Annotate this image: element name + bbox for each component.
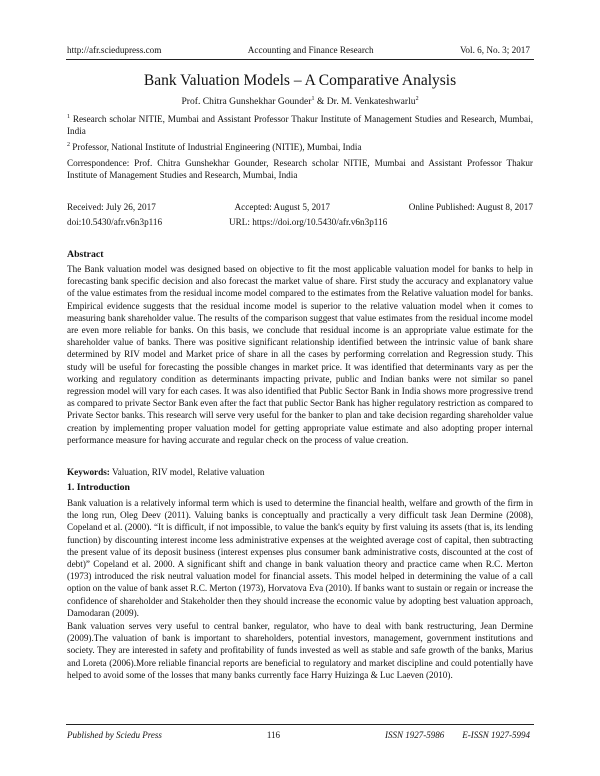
keywords [67, 467, 264, 477]
author-1: Prof. Chitra Gunshekhar Gounder [181, 96, 312, 107]
page-number: 116 [266, 730, 281, 740]
journal-name: Accounting and Finance Research [247, 45, 374, 55]
volume-info: Vol. 6, No. 3; 2017 [459, 45, 530, 55]
author-2-sup: 2 [415, 95, 419, 102]
affiliation-2 [67, 141, 533, 153]
introduction-heading: 1. Introduction [67, 482, 130, 493]
published-date: Online Published: August 8, 2017 [408, 202, 533, 212]
journal-url[interactable]: http://afr.sciedupress.com [67, 45, 162, 55]
affiliation-2-sup: 2 [67, 141, 70, 148]
affiliation-1 [67, 113, 533, 137]
doi[interactable]: doi:10.5430/afr.v6n3p116 [67, 217, 163, 227]
footer-issn [385, 730, 530, 740]
abstract-text: The Bank valuation model was designed based on objective to fit the most applicable valuation model for banks to help in forecasting bank specific decision and also forecast the market value of share. First study the accuracy and explanatory value of the value estimates from the residual income model compared to the estimates from the Relative valuation model for banks. Empirical evidence suggests that the residual income model is superior to the relative valuation model when it comes to measuring bank shareholder value. The results of the comparison suggest that value estimates from the residual income model are even more reliable for banks. On this basis, we conclude that residual income is an appropriate value estimate for the shareholder value of banks. There was positive significant relationship identified between the intrinsic value of bank share determined by RIV model and Market price of share in all the cases by performing correlation and Regression study. This study will be useful for forecasting the possible changes in market price. It was identified that determinants vary as per the working and regulatory condition as determinants impacting private, public and Indian banks were not similar so panel regression model will vary for each cases. It was also identified that Public Sector Bank in India shows more progressive trend as compared to private Sector Bank even after the fact that public Sector Bank has higher regulatory restriction as compared to Private Sector banks. This research will serve very useful for the banker to plan and take decision regarding shareholder value creation by implementing proper valuation model for getting appropriate value estimate and also adopting proper internal performance measure for having accurate and regular check on the process of value creation. [67, 264, 533, 445]
doi-row [67, 217, 533, 227]
accepted-date: Accepted: August 5, 2017 [234, 202, 330, 212]
running-header [67, 45, 530, 59]
introduction-paragraph-1: Bank valuation is a relatively informal term which is used to determine the financial health, welfare and growth of the firm in the long run, Oleg Deev (2011). Valuing banks is conceptually and practically a very difficult task Jean Dermine (2008), Copeland et al. (2000). “It is difficult, if not impossible, to value the bank's equity by first valuing its assets (that is, its lending function) by discounting interest income less administrative expenses at the weighted average cost of capital, then subtracting the present value of its deposit business (interest expenses plus consumer bank administrative costs, discounted at the cost of debt)” Copeland et al. 2000. A significant shift and change in bank valuation theory and practice came when R.C. Merton (1973) introduced the risk neutral valuation model for financial assets. This model helped in determining the value of a call option on the value of bank asset R.C. Merton (1973), Horvatova Eva (2010). If banks want to sustain or regain or increase the confidence of shareholder and Stakeholder then they should increase the economic value by adopting best valuation approach, Damodaran (2009). [67, 498, 533, 618]
keywords-label: Keywords: [67, 467, 110, 477]
page-footer [67, 730, 530, 740]
affiliation-2-text: Professor, National Institute of Industrial Engineering (NITIE), Mumbai, India [72, 142, 362, 152]
dates-row [67, 202, 533, 212]
issn: ISSN 1927-5986 [384, 730, 445, 740]
header-rule [66, 59, 534, 60]
keywords-text: Valuation, RIV model, Relative valuation [109, 467, 265, 477]
eissn: E-ISSN 1927-5994 [462, 730, 530, 740]
author-separator: & [314, 96, 327, 107]
affiliation-1-sup: 1 [67, 113, 70, 120]
received-date: Received: July 26, 2017 [67, 202, 156, 212]
footer-rule [66, 724, 534, 725]
doi-url[interactable]: URL: https://doi.org/10.5430/afr.v6n3p116 [229, 217, 388, 227]
introduction-paragraph-2: Bank valuation serves very useful to central banker, regulator, who have to deal with bank restructuring, Jean Dermine (2009).The valuation of bank is important to shareholders, potential investors, management, government institutions and society. They are interested in safety and profitability of funds invested as well as stable and safe growth of the banks, Marius and Loreta (2006).More reliable financial reports are beneficial to regulatory and market discipline and could potentially have helped to avoid some of the losses that many banks currently face Harry Huizinga & Luc Laeven (2010). [67, 621, 533, 680]
abstract-heading: Abstract [67, 249, 104, 260]
affiliation-1-text: Research scholar NITIE, Mumbai and Assistant Professor Thakur Institute of Management Studies and Research, Mumbai, India [67, 114, 533, 137]
footer-publisher: Published by Sciedu Press [67, 730, 162, 740]
author-line [0, 96, 600, 107]
author-1-sup: 1 [311, 95, 315, 102]
author-2: Dr. M. Venkateshwarlu [326, 96, 416, 107]
correspondence: Correspondence: Prof. Chitra Gunshekhar Gounder, Research scholar NITIE, Mumbai and Assistant Professor Thakur Institute of Management Studies and Research, Mumbai, India [67, 158, 533, 181]
paper-title: Bank Valuation Models – A Comparative Analysis [143, 72, 457, 89]
